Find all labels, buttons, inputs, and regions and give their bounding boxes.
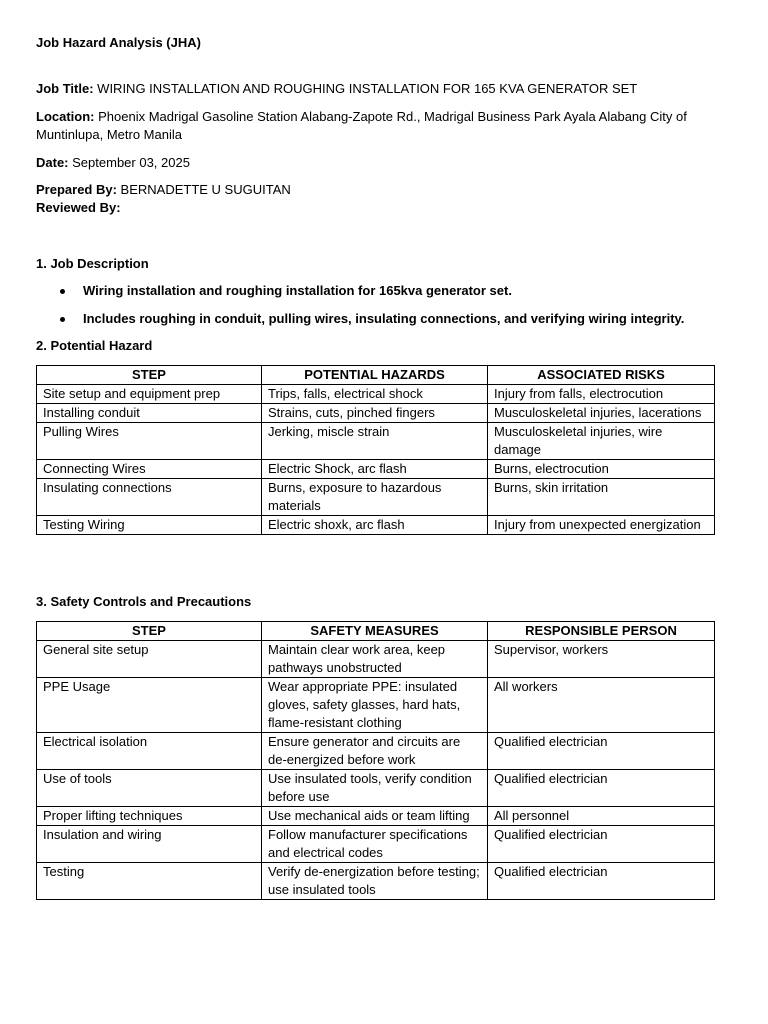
table-row (37, 678, 715, 733)
table-cell: Site setup and equipment prep (37, 385, 262, 404)
table-cell: Electric Shock, arc flash (262, 460, 488, 479)
table-cell: Trips, falls, electrical shock (262, 385, 488, 404)
table-cell: Testing Wiring (37, 516, 262, 535)
table-cell: Jerking, miscle strain (262, 423, 488, 460)
job-title-value: WIRING INSTALLATION AND ROUGHING INSTALLATION FOR 165 KVA GENERATOR SET (97, 81, 638, 96)
column-header-step: STEP (37, 366, 262, 385)
table-row (37, 770, 715, 807)
table-cell: Maintain clear work area, keep pathways unobstructed (262, 641, 488, 678)
table-cell: Strains, cuts, pinched fingers (262, 404, 488, 423)
table-cell: Insulating connections (37, 479, 262, 516)
job-description-list (58, 282, 738, 338)
table-row (37, 423, 715, 460)
table-cell: Qualified electrician (488, 770, 715, 807)
location-value: Phoenix Madrigal Gasoline Station Alabang-Zapote Rd., Madrigal Business Park Ayala Alabang City of Muntinlupa, Metro Manila (36, 109, 687, 142)
table-cell: General site setup (37, 641, 262, 678)
table-cell: Wear appropriate PPE: insulated gloves, safety glasses, hard hats, flame-resistant clothing (262, 678, 488, 733)
table-row (37, 733, 715, 770)
table-header-row (37, 622, 715, 641)
section-heading-potential-hazard: 2. Potential Hazard (36, 338, 153, 353)
table-cell: Burns, exposure to hazardous materials (262, 479, 488, 516)
section-heading-safety-controls: 3. Safety Controls and Precautions (36, 594, 252, 609)
table-row (37, 479, 715, 516)
table-cell: Insulation and wiring (37, 826, 262, 863)
table-row (37, 516, 715, 535)
table-cell: Pulling Wires (37, 423, 262, 460)
table-row (37, 807, 715, 826)
prepared-by-value: BERNADETTE U SUGUITAN (120, 182, 291, 197)
table-cell: Proper lifting techniques (37, 807, 262, 826)
reviewed-by-field (36, 199, 726, 217)
table-cell: Follow manufacturer specifications and electrical codes (262, 826, 488, 863)
list-item: Includes roughing in conduit, pulling wires, insulating connections, and verifying wiring integrity. (58, 310, 738, 328)
table-cell: Musculoskeletal injuries, lacerations (488, 404, 715, 423)
table-cell: Qualified electrician (488, 826, 715, 863)
table-cell: Electric shoxk, arc flash (262, 516, 488, 535)
document-title: Job Hazard Analysis (JHA) (36, 35, 201, 50)
table-row (37, 641, 715, 678)
location-field (36, 108, 726, 144)
table-cell: Use insulated tools, verify condition before use (262, 770, 488, 807)
column-header-potential-hazards: POTENTIAL HAZARDS (262, 366, 488, 385)
table-cell: Qualified electrician (488, 863, 715, 900)
date-field (36, 154, 726, 172)
table-cell: Testing (37, 863, 262, 900)
table-row (37, 404, 715, 423)
job-title-label: Job Title: (36, 81, 94, 96)
table-cell: Electrical isolation (37, 733, 262, 770)
section-heading-job-description: 1. Job Description (36, 256, 149, 271)
reviewed-by-label: Reviewed By: (36, 200, 121, 215)
table-cell: Burns, electrocution (488, 460, 715, 479)
date-value: September 03, 2025 (72, 155, 190, 170)
safety-controls-table (36, 621, 715, 900)
table-cell: Verify de-energization before testing; use insulated tools (262, 863, 488, 900)
location-label: Location: (36, 109, 95, 124)
table-cell: Installing conduit (37, 404, 262, 423)
table-cell: All workers (488, 678, 715, 733)
table-cell: Qualified electrician (488, 733, 715, 770)
job-title-field (36, 80, 726, 98)
table-row (37, 826, 715, 863)
date-label: Date: (36, 155, 69, 170)
column-header-associated-risks: ASSOCIATED RISKS (488, 366, 715, 385)
column-header-step: STEP (37, 622, 262, 641)
table-row (37, 385, 715, 404)
table-row (37, 863, 715, 900)
table-cell: Use mechanical aids or team lifting (262, 807, 488, 826)
table-cell: Ensure generator and circuits are de-energized before work (262, 733, 488, 770)
table-cell: Injury from falls, electrocution (488, 385, 715, 404)
table-cell: Injury from unexpected energization (488, 516, 715, 535)
table-cell: PPE Usage (37, 678, 262, 733)
potential-hazard-table (36, 365, 715, 535)
list-item: Wiring installation and roughing installation for 165kva generator set. (58, 282, 738, 300)
table-row (37, 460, 715, 479)
prepared-by-field (36, 181, 726, 199)
table-header-row (37, 366, 715, 385)
table-cell: Connecting Wires (37, 460, 262, 479)
column-header-safety-measures: SAFETY MEASURES (262, 622, 488, 641)
table-cell: Musculoskeletal injuries, wire damage (488, 423, 715, 460)
prepared-by-label: Prepared By: (36, 182, 117, 197)
table-cell: Burns, skin irritation (488, 479, 715, 516)
table-cell: All personnel (488, 807, 715, 826)
table-cell: Use of tools (37, 770, 262, 807)
table-cell: Supervisor, workers (488, 641, 715, 678)
column-header-responsible-person: RESPONSIBLE PERSON (488, 622, 715, 641)
